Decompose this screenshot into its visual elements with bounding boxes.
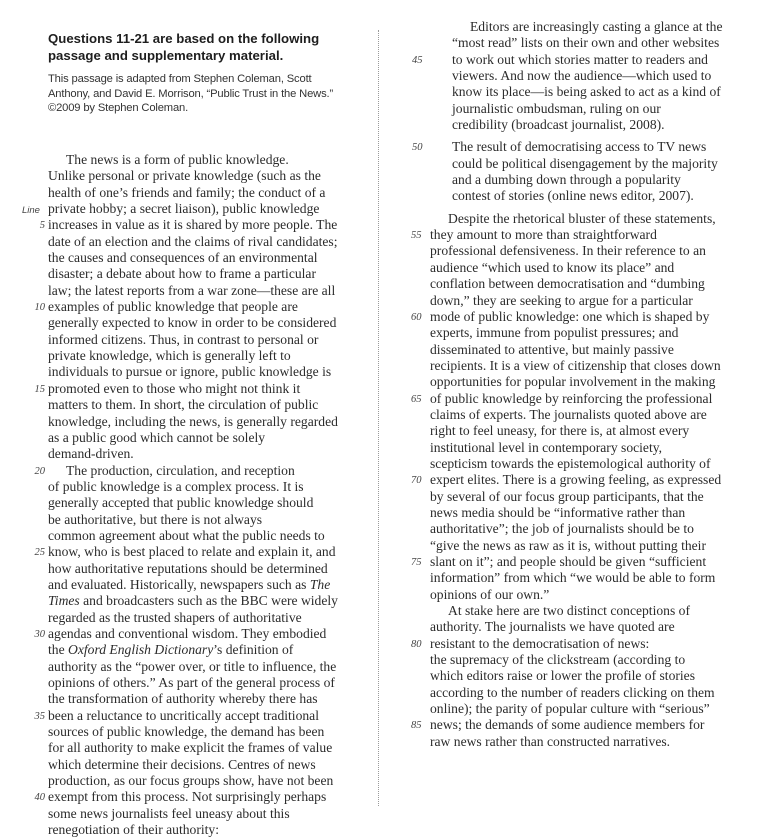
- line-text: Editors are increasingly casting a glance at the: [470, 19, 723, 34]
- line-number: 25: [34, 547, 45, 559]
- passage-line: [0, 299, 370, 315]
- passage-line: [0, 479, 370, 495]
- line-text: been a reluctance to uncritically accept traditional: [48, 707, 319, 723]
- line-text: informed citizens. Thus, in contrast to personal or: [48, 331, 319, 347]
- passage-line: [0, 201, 370, 217]
- passage-line: [0, 315, 370, 331]
- line-text: production, as our focus groups show, have not been: [48, 773, 334, 789]
- quote-line: [385, 19, 759, 35]
- line-text: be authoritative, but there is not always: [48, 511, 263, 527]
- line-text: At stake here are two distinct conceptions of: [448, 603, 690, 619]
- passage-line: [385, 472, 759, 488]
- line-text: according to the number of readers clicking on them: [430, 684, 715, 700]
- newspaper-title-italic: Times: [48, 593, 80, 609]
- line-text: slant on it”; and people should be given “sufficient: [430, 554, 707, 569]
- passage-line: [0, 806, 370, 822]
- line-text: exempt from this process. Not surprisingly perhaps: [48, 789, 327, 805]
- line-text: news; the demands of some audience members for: [430, 717, 705, 733]
- line-text: health of one’s friends and family; the conduct of a: [48, 184, 326, 200]
- newspaper-title-italic: The: [309, 576, 331, 592]
- passage-line: [0, 234, 370, 250]
- passage-line: [385, 276, 759, 292]
- line-number: 40: [34, 792, 45, 804]
- passage-line: [0, 495, 370, 511]
- line-text: date of an election and the claims of rival candidates;: [48, 233, 338, 249]
- line-number: 45: [412, 54, 423, 66]
- line-text: agendas and conventional wisdom. They embodied: [48, 625, 327, 641]
- column-divider: [378, 30, 379, 806]
- line-text: sources of public knowledge, the demand has been: [48, 724, 325, 740]
- passage-line: [385, 668, 759, 684]
- passage-line: [385, 701, 759, 717]
- passage-line: [0, 185, 370, 201]
- line-text: authority. The journalists we have quoted are: [430, 619, 675, 635]
- passage-line: [0, 561, 370, 577]
- line-text: disaster; a debate about how to frame a particular: [48, 266, 316, 282]
- quote-line: [385, 101, 759, 117]
- line-number: 60: [411, 311, 422, 323]
- passage-line: [385, 325, 759, 341]
- line-text-part: definition of: [225, 642, 294, 658]
- line-text: generally expected to know in order to be considered: [48, 315, 337, 331]
- line-text: knowledge, including the news, is generally regarded: [48, 413, 338, 429]
- line-text-part: and evaluated. Historically, newspapers such as: [48, 576, 307, 592]
- line-text: [48, 593, 338, 609]
- quote-line: [385, 188, 759, 204]
- line-text: opinions of our own.”: [430, 586, 550, 602]
- line-text: disseminated to attentive, but mainly passive: [430, 341, 674, 357]
- passage-line: [0, 381, 370, 397]
- line-text: Despite the rhetorical bluster of these statements,: [448, 210, 716, 226]
- passage-line: [385, 456, 759, 472]
- line-text: The production, circulation, and reception: [66, 462, 295, 478]
- line-text: raw news rather than constructed narratives.: [430, 733, 671, 749]
- line-text: matters to them. In short, the circulation of public: [48, 397, 319, 413]
- passage-line: [385, 521, 759, 537]
- quote-line: [385, 172, 759, 188]
- line-number: 65: [411, 393, 422, 405]
- line-text: generally accepted that public knowledge should: [48, 495, 314, 511]
- line-text: of public knowledge by reinforcing the professional: [430, 390, 713, 406]
- line-text: law; the latest reports from a war zone—these are all: [48, 282, 336, 298]
- passage-line: [385, 538, 759, 554]
- line-text: information” from which “we would be able to form: [430, 570, 716, 586]
- passage-line: [385, 734, 759, 750]
- line-text: conflation between democratisation and “dumbing: [430, 276, 705, 292]
- line-text: authority as the “power over, or title to influence, the: [48, 658, 337, 674]
- quote-line: [385, 52, 759, 68]
- passage-line: [385, 243, 759, 259]
- line-text: professional defensiveness. In their reference to an: [430, 243, 706, 259]
- passage-line: [385, 260, 759, 276]
- line-number: 35: [34, 710, 45, 722]
- passage-header: [48, 30, 358, 116]
- quote-line: [385, 156, 759, 172]
- line-text: private hobby; a secret liaison), public knowledge: [48, 201, 320, 217]
- passage-line: [0, 626, 370, 642]
- line-text: “give the news as raw as it is, without putting their: [430, 537, 706, 553]
- line-text: regarded as the trusted shapers of authoritative: [48, 609, 302, 625]
- line-number: 50: [412, 142, 423, 154]
- passage-line: [385, 423, 759, 439]
- passage-line: [385, 505, 759, 521]
- quote-line: [385, 84, 759, 100]
- passage-line: [385, 358, 759, 374]
- line-text-part: ’s: [213, 642, 223, 658]
- passage-line: [385, 717, 759, 733]
- line-text: institutional level in contemporary society,: [430, 439, 663, 455]
- source-line: ©2009 by Stephen Coleman.: [48, 102, 189, 115]
- line-text: contest of stories (online news editor, 2007).: [452, 188, 694, 204]
- passage-line: [0, 577, 370, 593]
- line-text: they amount to more than straightforward: [430, 227, 657, 243]
- line-number: 30: [34, 628, 45, 640]
- line-text-part: and broadcasters such as the BBC were widely: [83, 593, 338, 609]
- passage-line: [385, 685, 759, 701]
- line-text: some news journalists feel uneasy about this: [48, 805, 290, 821]
- passage-line: [0, 593, 370, 609]
- passage-line: [0, 724, 370, 740]
- passage-line: [0, 168, 370, 184]
- line-number: 55: [411, 230, 422, 242]
- line-text: opportunities for popular involvement in the making: [430, 374, 716, 390]
- passage-line: [385, 211, 759, 227]
- line-text: resistant to the democratisation of news:: [430, 635, 650, 651]
- line-text: the transformation of authority whereby there has: [48, 691, 318, 707]
- passage-line: [385, 652, 759, 668]
- line-text: know its place—is being asked to act as a kind of: [452, 84, 721, 100]
- passage-line: [0, 528, 370, 544]
- passage-line: [0, 414, 370, 430]
- line-text: news media should be “informative rather than: [430, 504, 686, 520]
- passage-line: [0, 659, 370, 675]
- passage-line: [0, 446, 370, 462]
- line-text: as a public good which cannot be solely: [48, 429, 266, 445]
- line-text: journalistic ombudsman, ruling on our: [452, 100, 661, 116]
- line-text: audience “which used to know its place” and: [430, 259, 675, 275]
- line-text: renegotiation of their authority:: [48, 822, 220, 838]
- passage-line: [0, 332, 370, 348]
- line-number: 80: [411, 638, 422, 650]
- source-line: Anthony, and David E. Morrison, “Public Trust in the News.”: [48, 87, 334, 100]
- line-text: of public knowledge is a complex process. It is: [48, 478, 304, 494]
- line-number: 5: [39, 220, 45, 232]
- passage-line: [0, 544, 370, 560]
- passage-line: [385, 407, 759, 423]
- instructions-line: passage and supplementary material.: [48, 48, 284, 63]
- line-text: private knowledge, which is generally left to: [48, 348, 291, 364]
- passage-line: [385, 293, 759, 309]
- passage-column-right: [385, 19, 759, 750]
- line-number: 70: [411, 475, 422, 487]
- passage-line: [0, 691, 370, 707]
- line-text: down,” they are seeking to argue for a particular: [430, 292, 693, 308]
- passage-line: [0, 773, 370, 789]
- passage-line: [0, 283, 370, 299]
- line-text: recipients. It is a view of citizenship that closes down: [430, 357, 721, 373]
- line-text: for all authority to make explicit the frames of value: [48, 740, 333, 756]
- line-number: 10: [34, 302, 45, 314]
- line-text: how authoritative reputations should be determined: [48, 560, 328, 576]
- passage-line: [0, 675, 370, 691]
- line-text: by several of our focus group participants, that the: [430, 488, 704, 504]
- line-text: [48, 577, 330, 593]
- line-text: know, who is best placed to relate and explain it, and: [48, 544, 336, 560]
- line-text: viewers. And now the audience—which used to: [452, 68, 712, 84]
- line-text: common agreement about what the public needs to: [48, 527, 325, 543]
- passage-line: [385, 391, 759, 407]
- line-text: could be political disengagement by the majority: [452, 155, 718, 171]
- passage-line: [0, 642, 370, 658]
- line-text: Unlike personal or private knowledge (such as the: [48, 168, 321, 184]
- source-line: This passage is adapted from Stephen Coleman, Scott: [48, 73, 312, 85]
- passage-line: [385, 309, 759, 325]
- passage-line: [0, 397, 370, 413]
- quote-line: [385, 68, 759, 84]
- passage-line: [0, 708, 370, 724]
- line-number: 15: [34, 383, 45, 395]
- line-text: mode of public knowledge: one which is shaped by: [430, 308, 710, 324]
- passage-line: [385, 342, 759, 358]
- passage-line: [385, 619, 759, 635]
- instructions-line: Questions 11-21 are based on the following: [48, 31, 320, 46]
- passage-line: [385, 440, 759, 456]
- quote-line: [385, 139, 759, 155]
- passage-line: [0, 152, 370, 168]
- passage-line: [0, 463, 370, 479]
- line-number: 85: [411, 720, 422, 732]
- line-text: authoritative”; the job of journalists should be to: [430, 521, 694, 537]
- line-text: “most read” lists on their own and other websites: [452, 35, 720, 51]
- passage-line: [0, 789, 370, 805]
- line-text: the supremacy of the clickstream (according to: [430, 652, 686, 668]
- passage-line: [0, 348, 370, 364]
- line-text: promoted even to those who might not think it: [48, 380, 301, 396]
- line-text: demand-driven.: [48, 446, 134, 462]
- line-text: which editors raise or lower the profile of stories: [430, 668, 695, 684]
- line-text: scepticism towards the epistemological authority of: [430, 455, 711, 471]
- line-text: individuals to pursue or ignore, public knowledge is: [48, 364, 332, 380]
- passage-line: [0, 512, 370, 528]
- passage-line: [0, 266, 370, 282]
- passage-line: [0, 740, 370, 756]
- line-text: increases in value as it is shared by more people. The: [48, 217, 338, 233]
- passage-instructions: [48, 30, 358, 64]
- passage-line: [0, 610, 370, 626]
- line-number: 75: [411, 557, 422, 568]
- line-text: The news is a form of public knowledge.: [66, 152, 289, 167]
- passage-line: [385, 227, 759, 243]
- line-text: opinions of others.” As part of the general process of: [48, 675, 335, 690]
- passage-source-note: [48, 72, 358, 116]
- passage-line: [385, 587, 759, 603]
- passage-line: [0, 822, 370, 838]
- line-text: examples of public knowledge that people are: [48, 299, 298, 315]
- line-text: and a dumbing down through a popularity: [452, 172, 681, 188]
- passage-line: [0, 364, 370, 380]
- passage-line: [0, 250, 370, 266]
- passage-line: [385, 636, 759, 652]
- line-text-part: the: [48, 642, 69, 658]
- line-text: credibility (broadcast journalist, 2008).: [452, 117, 665, 133]
- line-text: claims of experts. The journalists quoted above are: [430, 406, 707, 422]
- quote-line: [385, 35, 759, 51]
- line-text: right to feel uneasy, for there is, at almost every: [430, 423, 690, 439]
- passage-line: [0, 217, 370, 233]
- line-text: expert elites. There is a growing feeling, as expressed: [430, 472, 722, 488]
- line-text: which determine their decisions. Centres of news: [48, 756, 316, 772]
- line-number: 20: [34, 465, 45, 477]
- line-text: experts, immune from populist pressures; and: [430, 325, 679, 341]
- line-text: to work out which stories matter to readers and: [452, 51, 708, 67]
- passage-line: [0, 430, 370, 446]
- passage-line: [385, 603, 759, 619]
- passage-column-left: [0, 152, 370, 838]
- line-text: [48, 642, 293, 658]
- line-label: Line: [22, 205, 40, 217]
- passage-line: [385, 374, 759, 390]
- passage-line: [385, 489, 759, 505]
- passage-line: [385, 554, 759, 570]
- line-text: The result of democratising access to TV news: [452, 139, 707, 155]
- quote-line: [385, 117, 759, 133]
- dictionary-title-italic: Oxford English Dictionary: [68, 642, 214, 658]
- passage-line: [385, 570, 759, 586]
- passage-line: [0, 757, 370, 773]
- line-text: online); the parity of popular culture with “serious”: [430, 701, 710, 717]
- line-text: the causes and consequences of an environmental: [48, 250, 318, 266]
